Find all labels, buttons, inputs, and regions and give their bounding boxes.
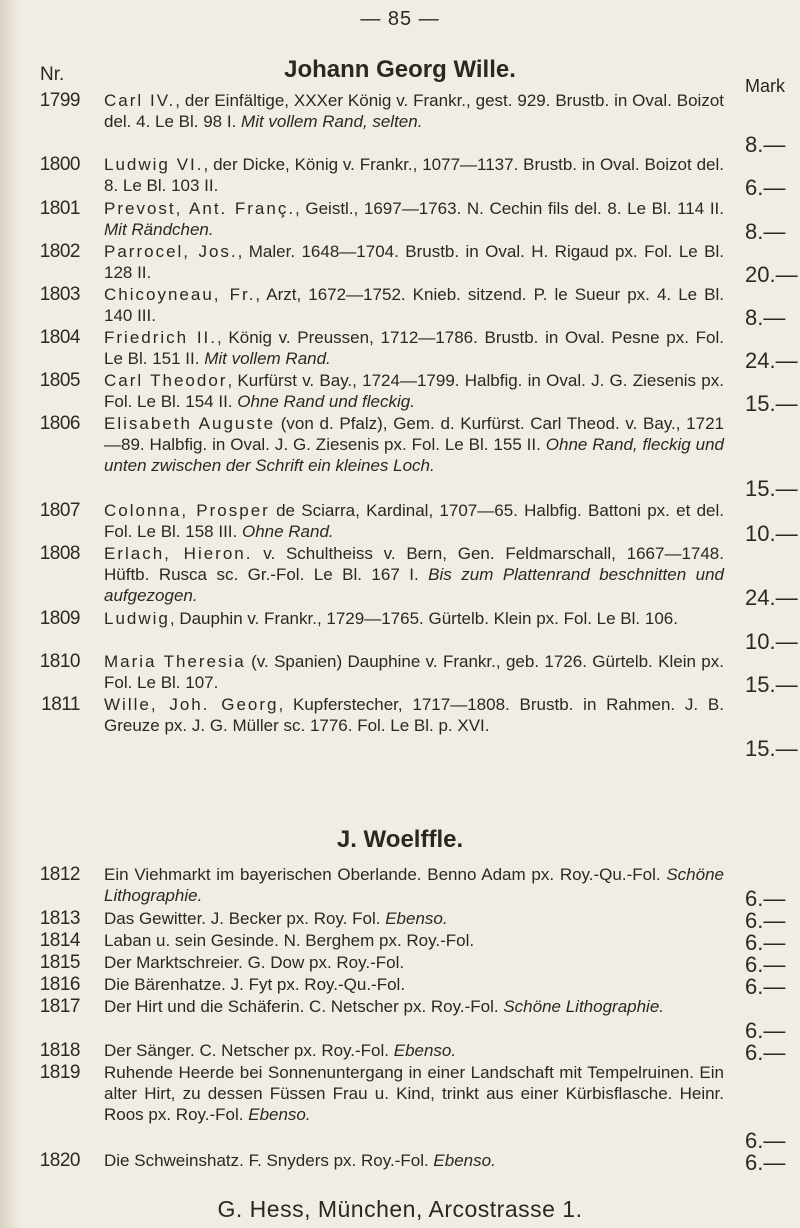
entry-note: Bis zum Plattenrand beschnitten und aufgezogen.: [104, 565, 725, 605]
section-title-wille: Johann Georg Wille.: [284, 56, 516, 83]
entry-number: 1818: [39, 1040, 80, 1061]
entry-number: 1805: [39, 370, 80, 391]
entry-description: Ein Viehmarkt im bayerischen Oberlande. Benno Adam px. Roy.-Qu.-Fol.: [104, 865, 667, 884]
entry-text: [104, 413, 724, 476]
entry-number: 1811: [41, 694, 80, 715]
entry-text: [104, 327, 724, 369]
entry-number: 1800: [39, 154, 80, 175]
entry-number: 1816: [39, 974, 80, 995]
entry-price: 6.—: [745, 1128, 786, 1153]
entry-price: 6.—: [745, 974, 786, 999]
entry-text: [104, 864, 724, 906]
entry-note: Schöne Lithographie.: [104, 865, 724, 905]
entry-description: v. Schultheiss v. Bern, Gen. Feldmarschall, 1667—1748. Hüftb. Rusca sc. Gr.-Fol. Le Bl. 167 I.: [104, 544, 724, 584]
entry-price: 6.—: [745, 930, 786, 955]
entry-note: Mit vollem Rand.: [204, 349, 331, 368]
entry-price: 24.—: [745, 348, 798, 373]
entry-name: Erlach, Hieron.: [104, 544, 253, 563]
entry-text: [104, 651, 724, 693]
entry-description: Das Gewitter. J. Becker px. Roy. Fol.: [104, 909, 386, 928]
entry-price: 15.—: [745, 476, 798, 501]
entry-description: , Maler. 1648—1704. Brustb. in Oval. H. Rigaud px. Fol. Le Bl. 128 II.: [104, 242, 724, 282]
entry-price: 6.—: [745, 908, 786, 933]
entry-name: Chicoyneau, Fr.: [104, 285, 256, 304]
entry-note: Ebenso.: [433, 1151, 496, 1170]
entry-price: 6.—: [745, 1040, 786, 1065]
entry-number: 1808: [39, 543, 80, 564]
page-number: — 85 —: [360, 8, 440, 30]
entry-description: , Geistl., 1697—1763. N. Cechin fils del. 8. Le Bl. 114 II.: [295, 199, 724, 218]
entry-note: Ebenso.: [248, 1105, 311, 1124]
entry-note: Ohne Rand und fleckig.: [237, 392, 415, 411]
entry-text: [104, 90, 724, 132]
entry-price: 6.—: [745, 1018, 786, 1043]
entry-description: Die Bärenhatze. J. Fyt px. Roy.-Qu.-Fol.: [104, 975, 406, 994]
entry-note: Mit vollem Rand, selten.: [241, 112, 423, 131]
entry-note: Ohne Rand.: [241, 522, 334, 541]
entry-note: Ohne Rand, fleckig und unten zwischen der Schrift ein kleines Loch.: [104, 435, 724, 475]
entry-text: [104, 154, 724, 196]
entry-note: Mit Rändchen.: [104, 220, 214, 239]
entry-number: 1819: [39, 1062, 80, 1083]
entry-price: 8.—: [745, 305, 786, 330]
entry-description: , der Einfältige, XXXer König v. Frankr., gest. 929. Brustb. in Oval. Boizot del. 4. Le Bl. 98 I.: [104, 91, 724, 131]
entry-price: 10.—: [745, 521, 798, 546]
entry-name: Elisabeth Auguste: [104, 414, 276, 433]
entry-text: [104, 952, 724, 973]
entry-text: [104, 543, 724, 606]
entry-price: 15.—: [745, 736, 798, 761]
nr-column-header: Nr.: [40, 64, 65, 85]
entry-number: 1815: [39, 952, 80, 973]
entry-price: 6.—: [745, 952, 786, 977]
entry-number: 1812: [39, 864, 80, 885]
entry-number: 1804: [39, 327, 80, 348]
entry-name: Carl IV.: [104, 91, 176, 110]
entry-number: 1802: [39, 241, 80, 262]
entry-number: 1809: [39, 608, 80, 629]
entry-description: Der Marktschreier. G. Dow px. Roy.-Fol.: [104, 953, 405, 972]
entry-description: , Kupferstecher, 1717—1808. Brustb. in Rahmen. J. B. Greuze px. J. G. Müller sc. 1776. Fol. Le Bl. p. XVI.: [104, 695, 724, 735]
entry-name: Ludwig: [104, 609, 170, 628]
entry-name: Ludwig VI.: [104, 155, 204, 174]
entry-description: , Arzt, 1672—1752. Knieb. sitzend. P. le Sueur px. 4. Le Bl. 140 III.: [104, 285, 725, 325]
entry-price: 20.—: [745, 262, 798, 287]
entry-text: [104, 198, 724, 240]
entry-number: 1814: [39, 930, 80, 951]
entry-price: 15.—: [745, 391, 798, 416]
entry-description: (v. Spanien) Dauphine v. Frankr., geb. 1726. Gürtelb. Klein px. Fol. Le Bl. 107.: [104, 652, 724, 692]
entry-description: , der Dicke, König v. Frankr., 1077—1137. Brustb. in Oval. Boizot del. 8. Le Bl. 103 II.: [104, 155, 724, 195]
entry-number: 1801: [39, 198, 80, 219]
entry-description: , König v. Preussen, 1712—1786. Brustb. in Oval. Pesne px. Fol. Le Bl. 151 II.: [104, 328, 724, 368]
entry-text: [104, 908, 724, 929]
entry-text: [104, 1150, 724, 1171]
entry-text: [104, 694, 724, 736]
mark-column-header: Mark: [745, 76, 785, 96]
entry-text: [104, 608, 724, 629]
entry-name: Parrocel, Jos.: [104, 242, 238, 261]
entry-text: [104, 930, 724, 951]
entry-number: 1803: [39, 284, 80, 305]
entry-name: Friedrich II.: [104, 328, 217, 347]
entry-number: 1813: [39, 908, 80, 929]
entry-description: , Dauphin v. Frankr., 1729—1765. Gürtelb. Klein px. Fol. Le Bl. 106.: [169, 609, 678, 628]
entry-price: 24.—: [745, 585, 798, 610]
publisher-footer: G. Hess, München, Arcostrasse 1.: [217, 1196, 583, 1222]
entry-text: [104, 996, 724, 1017]
entry-name: Wille, Joh. Georg: [104, 695, 279, 714]
entry-text: [104, 284, 724, 326]
entry-price: 15.—: [745, 672, 798, 697]
entry-price: 6.—: [745, 886, 786, 911]
page-binding-edge: [0, 0, 22, 1228]
entry-note: Schöne Lithographie.: [503, 997, 665, 1016]
entry-description: (von d. Pfalz), Gem. d. Kurfürst. Carl Theod. v. Bay., 1721—89. Halbfig. in Oval. J. G. Ziesenis px. Fol. Le Bl. 155 II.: [104, 414, 724, 454]
entry-text: [104, 974, 724, 995]
entry-description: Der Hirt und die Schäferin. C. Netscher px. Roy.-Fol.: [104, 997, 504, 1016]
entry-number: 1806: [39, 413, 80, 434]
entry-price: 6.—: [745, 1150, 786, 1175]
entry-text: [104, 1062, 724, 1125]
entry-description: Die Schweinshatz. F. Snyders px. Roy.-Fol.: [104, 1151, 434, 1170]
entry-description: , Kurfürst v. Bay., 1724—1799. Halbfig. in Oval. J. G. Ziesenis px. Fol. Le Bl. 154 II.: [104, 371, 724, 411]
entry-number: 1817: [39, 996, 80, 1017]
entry-note: Ebenso.: [385, 909, 448, 928]
entry-text: [104, 1040, 724, 1061]
entry-number: 1807: [39, 500, 80, 521]
entry-text: [104, 500, 724, 542]
entry-name: Prevost, Ant. Franç.: [104, 199, 296, 218]
entry-description: de Sciarra, Kardinal, 1707—65. Halbfig. Battoni px. et del. Fol. Le Bl. 158 III.: [104, 501, 724, 541]
entry-number: 1810: [39, 651, 80, 672]
entry-text: [104, 370, 724, 412]
entry-name: Maria Theresia: [104, 652, 246, 671]
entry-description: Ruhende Heerde bei Sonnenuntergang in einer Landschaft mit Tempelruinen. Ein alter Hirt, zu dessen Füssen Frau u. Kind, trinkt aus einer Kürbisflasche. Heinr. Roos px. Roy.-Fol.: [104, 1063, 724, 1124]
section-title-woelffle: J. Woelffle.: [336, 826, 464, 853]
entry-number: 1820: [39, 1150, 80, 1171]
entry-price: 8.—: [745, 219, 786, 244]
entry-text: [104, 241, 724, 283]
entry-description: Laban u. sein Gesinde. N. Berghem px. Roy.-Fol.: [104, 931, 475, 950]
entry-note: Ebenso.: [393, 1041, 457, 1060]
entry-name: Colonna, Prosper: [104, 501, 270, 520]
entry-number: 1799: [39, 90, 80, 111]
entry-name: Carl Theodor: [104, 371, 228, 390]
entry-price: 10.—: [745, 629, 798, 654]
entry-price: 8.—: [745, 132, 786, 157]
entry-description: Der Sänger. C. Netscher px. Roy.-Fol.: [104, 1041, 394, 1060]
entry-price: 6.—: [745, 175, 786, 200]
